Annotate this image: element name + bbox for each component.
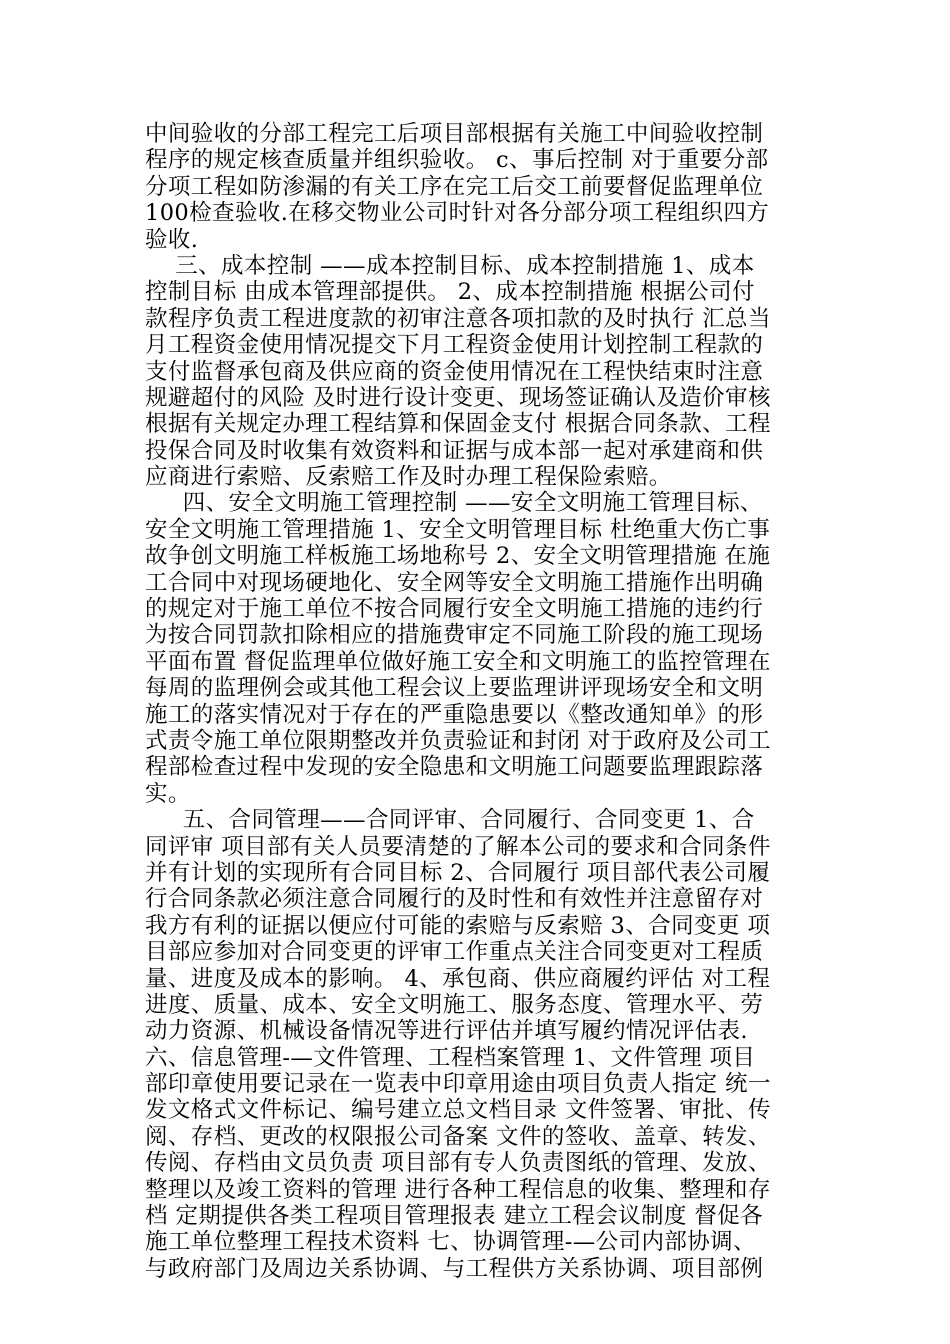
text-line: 动力资源、机械设备情况等进行评估并填写履约情况评估表. — [145, 1018, 748, 1045]
text-line: 程部检查过程中发现的安全隐患和文明施工问题要监理跟踪落 — [145, 754, 764, 781]
text-line: 工合同中对现场硬地化、安全网等安全文明施工措施作出明确 — [145, 569, 764, 596]
text-line: 100检查验收.在移交物业公司时针对各分部分项工程组织四方 — [145, 200, 770, 227]
text-line: 施工单位整理工程技术资料 七、协调管理-—公司内部协调、 — [145, 1229, 756, 1256]
text-line: 施工的落实情况对于存在的严重隐患要以《整改通知单》的形 — [145, 701, 764, 728]
text-line: 发文格式文件标记、编号建立总文档目录 文件签署、审批、传 — [145, 1097, 771, 1124]
text-line: 中间验收的分部工程完工后项目部根据有关施工中间验收控制 — [145, 121, 764, 147]
text-line: 分项工程如防渗漏的有关工序在完工后交工前要督促监理单位 — [145, 173, 764, 200]
text-line: 进度、质量、成本、安全文明施工、服务态度、管理水平、劳 — [145, 991, 764, 1018]
text-line: 的规定对于施工单位不按合同履行安全文明施工措施的违约行 — [145, 596, 764, 623]
text-line: 五、合同管理——合同评审、合同履行、合同变更 1、合 — [145, 807, 755, 834]
body-text — [145, 121, 825, 1282]
text-line: 量、进度及成本的影响。 4、承包商、供应商履约评估 对工程 — [145, 965, 771, 992]
text-line: 款程序负责工程进度款的初审注意各项扣款的及时执行 汇总当 — [145, 305, 771, 332]
text-line: 与政府部门及周边关系协调、与工程供方关系协调、项目部例 — [145, 1255, 764, 1282]
text-line: 并有计划的实现所有合同目标 2、合同履行 项目部代表公司履 — [145, 859, 771, 886]
text-line: 阅、存档、更改的权限报公司备案 文件的签收、盖章、转发、 — [145, 1123, 771, 1150]
text-line: 月工程资金使用情况提交下月工程资金使用计划控制工程款的 — [145, 332, 764, 359]
text-line: 为按合同罚款扣除相应的措施费审定不同施工阶段的施工现场 — [145, 622, 764, 649]
text-line: 部印章使用要记录在一览表中印章用途由项目负责人指定 统一 — [145, 1071, 771, 1098]
text-line: 程序的规定核查质量并组织验收。 c、事后控制 对于重要分部 — [145, 147, 769, 174]
text-line: 三、成本控制 ——成本控制目标、成本控制措施 1、成本 — [145, 252, 755, 279]
text-line: 根据有关规定办理工程结算和保固金支付 根据合同条款、工程 — [145, 411, 771, 438]
text-line: 行合同条款必须注意合同履行的及时性和有效性并注意留存对 — [145, 886, 764, 913]
text-line: 实。 — [145, 780, 191, 807]
text-line: 支付监督承包商及供应商的资金使用情况在工程快结束时注意 — [145, 358, 764, 385]
text-line: 应商进行索赔、反索赔工作及时办理工程保险索赔。 — [145, 464, 672, 491]
text-line: 传阅、存档由文员负责 项目部有专人负责图纸的管理、发放、 — [145, 1150, 771, 1177]
text-line: 式责令施工单位限期整改并负责验证和封闭 对于政府及公司工 — [145, 727, 771, 754]
text-line: 控制目标 由成本管理部提供。 2、成本控制措施 根据公司付 — [145, 279, 755, 306]
text-line: 投保合同及时收集有效资料和证据与成本部一起对承建商和供 — [145, 437, 764, 464]
text-line: 我方有利的证据以便应付可能的索赔与反索赔 3、合同变更 项 — [145, 912, 771, 939]
text-line: 每周的监理例会或其他工程会议上要监理讲评现场安全和文明 — [145, 675, 764, 702]
text-line: 同评审 项目部有关人员要清楚的了解本公司的要求和合同条件 — [145, 833, 771, 860]
text-line: 六、信息管理-—文件管理、工程档案管理 1、文件管理 项目 — [145, 1044, 756, 1071]
text-line: 安全文明施工管理措施 1、安全文明管理目标 杜绝重大伤亡事 — [145, 516, 771, 543]
text-line: 四、安全文明施工管理控制 ——安全文明施工管理目标、 — [145, 490, 763, 517]
text-line: 档 定期提供各类工程项目管理报表 建立工程会议制度 督促各 — [145, 1203, 764, 1230]
text-line: 验收. — [145, 226, 199, 253]
text-line: 整理以及竣工资料的管理 进行各种工程信息的收集、整理和存 — [145, 1176, 771, 1203]
text-line: 平面布置 督促监理单位做好施工安全和文明施工的监控管理在 — [145, 648, 771, 675]
text-line: 故争创文明施工样板施工场地称号 2、安全文明管理措施 在施 — [145, 543, 771, 570]
text-line: 目部应参加对合同变更的评审工作重点关注合同变更对工程质 — [145, 939, 764, 966]
text-line: 规避超付的风险 及时进行设计变更、现场签证确认及造价审核 — [145, 384, 771, 411]
